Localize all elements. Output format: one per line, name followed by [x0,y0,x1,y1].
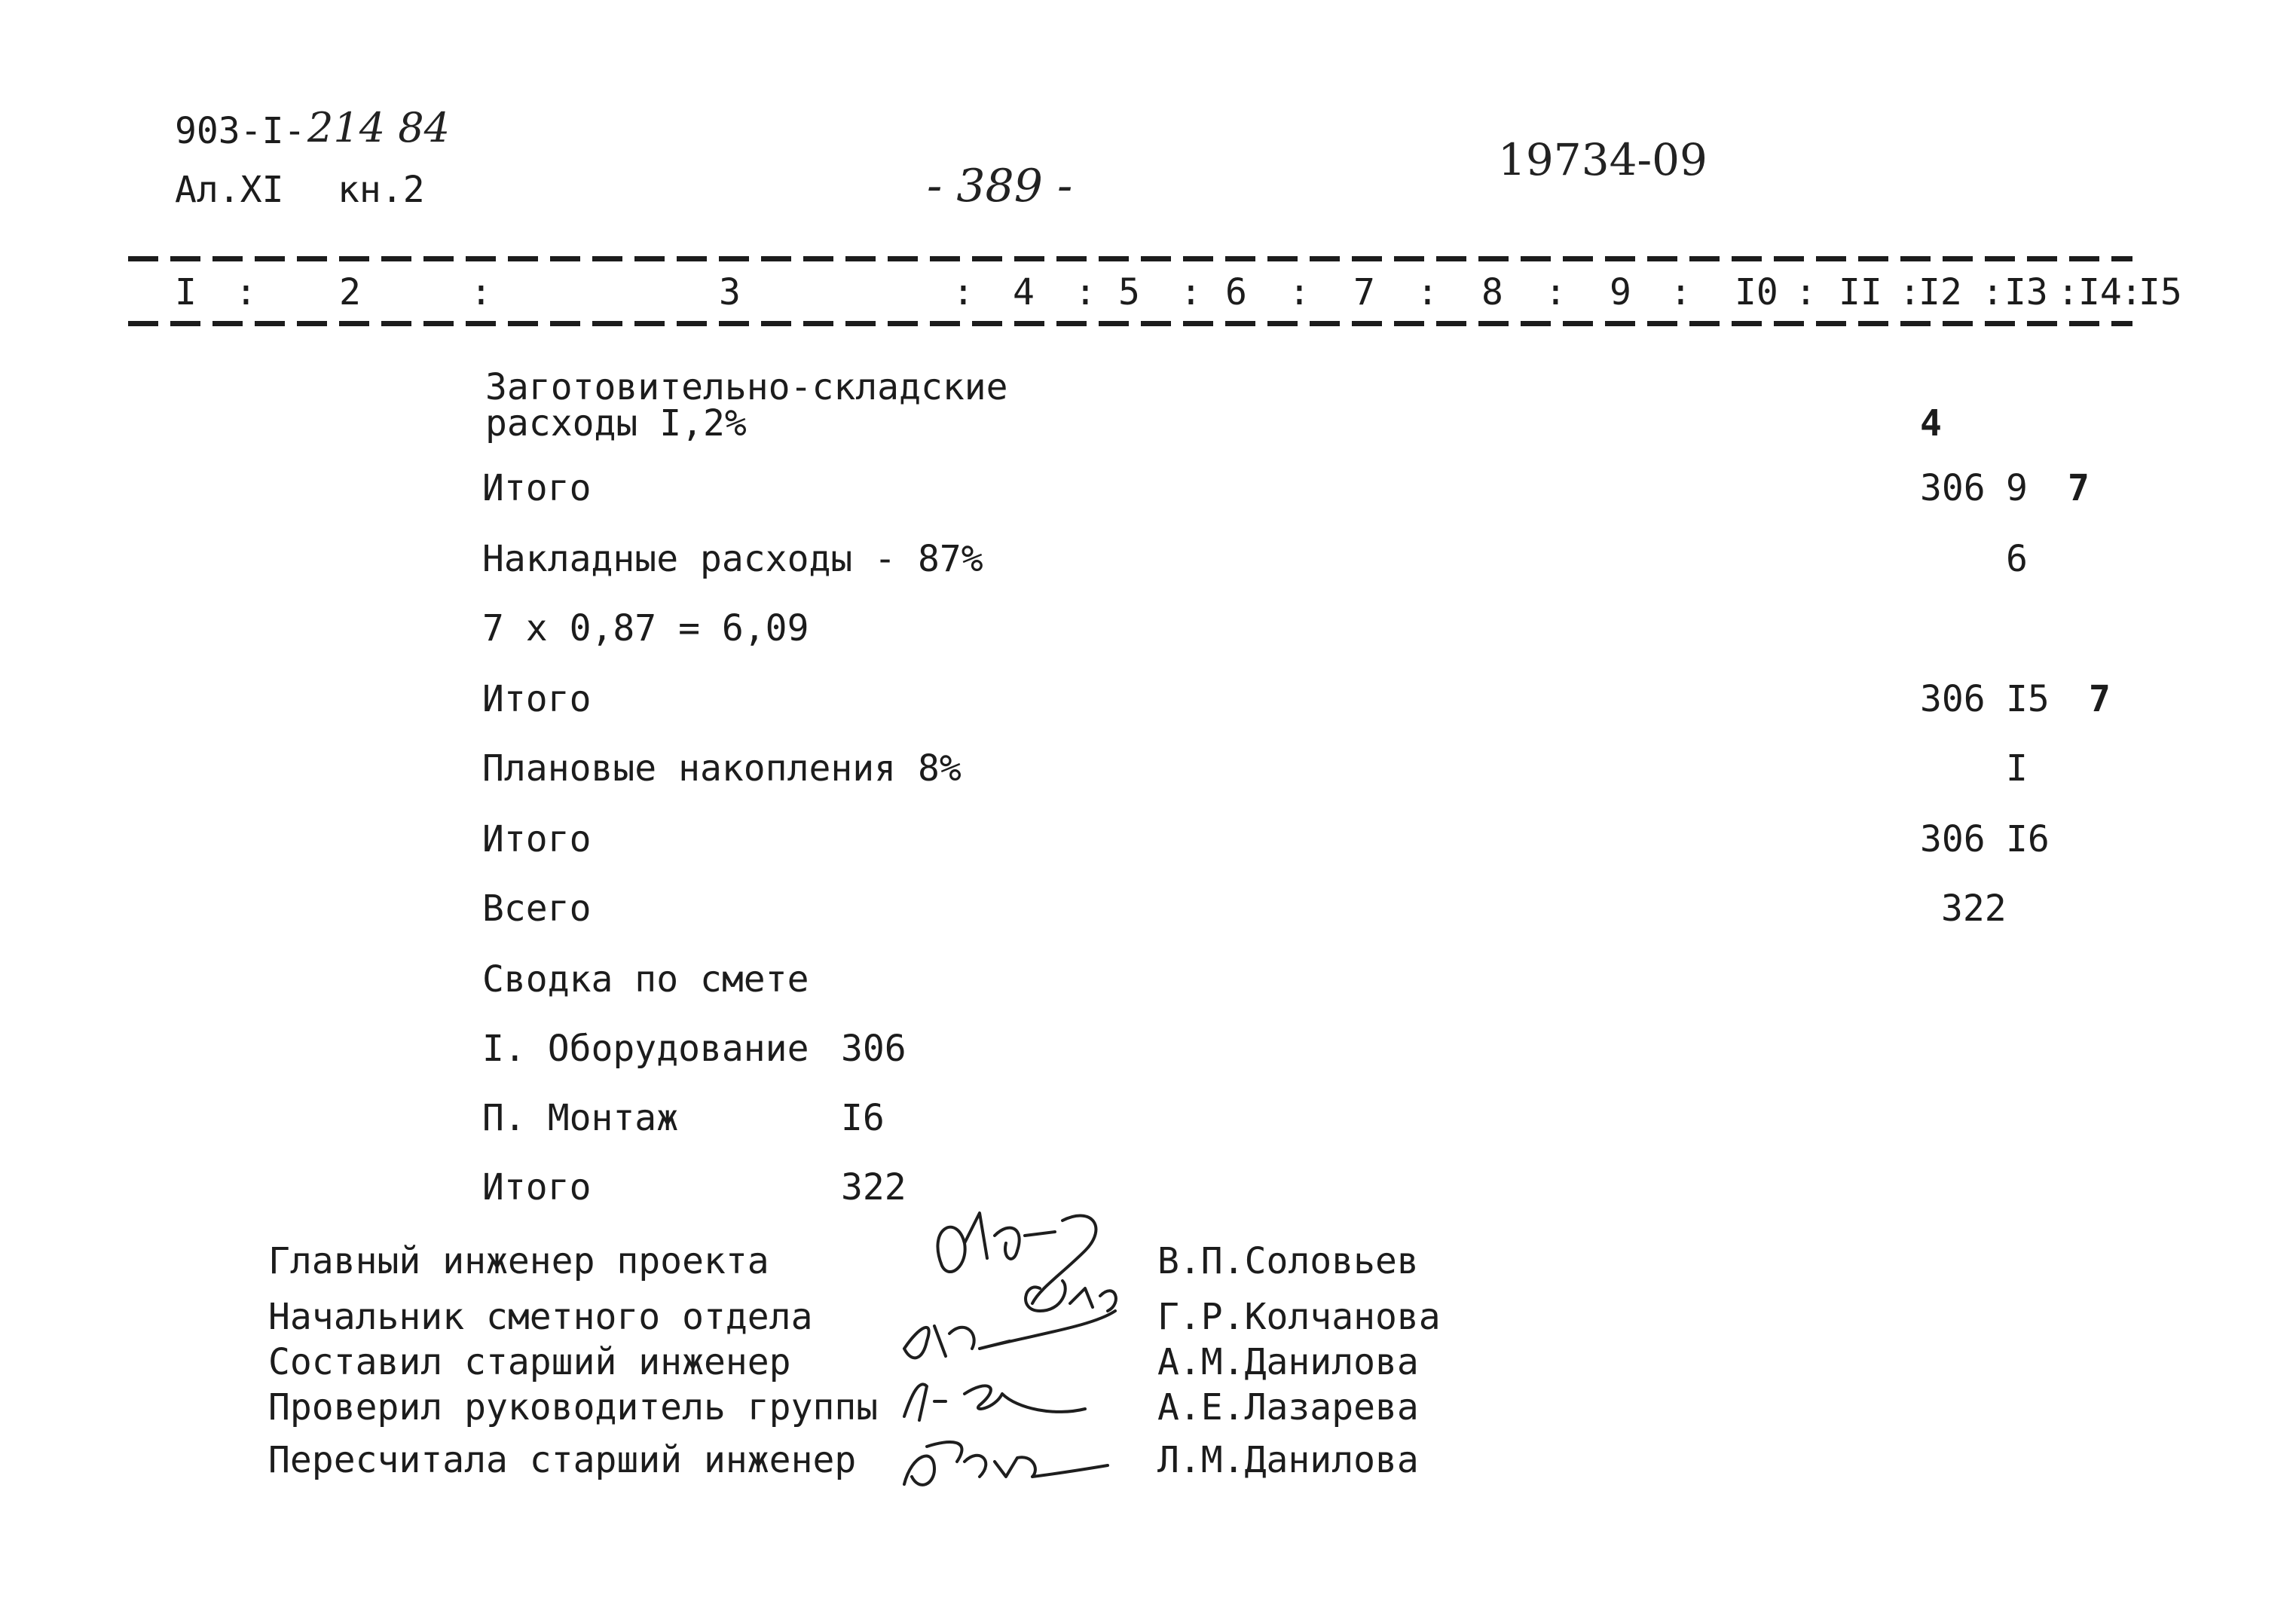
row-value-b: I5 [2006,678,2050,720]
column-number: I5 [2139,271,2182,313]
doc-code-handwritten: 214 84 [307,104,450,151]
album-label: Ал.XI [175,169,284,211]
column-separator: : [952,271,974,313]
summary-title: Сводка по смете [482,958,809,1001]
row-label: Всего [482,888,592,930]
column-number: I0 [1735,271,1778,313]
column-number: 7 [1353,271,1375,313]
column-number: I4 [2078,271,2122,313]
column-number: 8 [1481,271,1503,313]
column-number: 5 [1118,271,1140,313]
row-value-a: 306 [1920,467,1986,509]
column-header-top-line [128,256,2132,261]
row-value-c: 7 [2089,678,2111,720]
signature-name: Л.М.Данилова [1157,1439,1419,1481]
column-number: 9 [1610,271,1631,313]
summary-item-label: Итого [482,1166,592,1208]
row-label: Итого [482,818,592,860]
summary-item-value: I6 [841,1097,885,1139]
row-value-c: 7 [2068,467,2090,509]
row-label-line1: Заготовительно-складские [485,366,1008,408]
row-value-a: 4 [1920,402,1942,445]
column-separator: : [1899,271,1921,313]
row-value-a: 306 [1920,678,1986,720]
book-label: кн.2 [338,169,425,211]
doc-code-prefix: 903-I- [175,110,306,152]
column-number: 3 [719,271,741,313]
signature-position: Проверил руководитель группы [268,1386,879,1428]
row-value-b: I6 [2006,818,2050,860]
inventory-number: 19734-09 [1498,134,1707,185]
column-separator: : [1545,271,1567,313]
column-separator: : [1982,271,2004,313]
column-separator: : [235,271,257,313]
signature-name: Г.Р.Колчанова [1157,1296,1441,1338]
signature-scribble-recounter [889,1424,1115,1499]
column-separator: : [1417,271,1438,313]
column-header-bottom-line [128,321,2132,326]
column-separator: : [1180,271,1202,313]
summary-item-value: 306 [841,1028,906,1070]
column-number: I3 [2004,271,2048,313]
signature-name: А.М.Данилова [1157,1341,1419,1383]
column-separator: : [470,271,492,313]
row-label: Плановые накопления 8% [482,747,962,790]
summary-item-label: П. Монтаж [482,1097,679,1139]
column-number: 4 [1013,271,1035,313]
row-label: Итого [482,678,592,720]
column-number: 2 [339,271,361,313]
signature-position: Пересчитала старший инженер [268,1439,857,1481]
signature-position: Составил старший инженер [268,1341,791,1383]
column-number: II [1839,271,1882,313]
signature-position: Начальник сметного отдела [268,1296,813,1338]
summary-item-value: 322 [841,1166,906,1208]
signature-position: Главный инженер проекта [268,1240,769,1282]
column-separator: : [2120,271,2142,313]
column-separator: : [2057,271,2079,313]
row-label: Итого [482,467,592,509]
column-separator: : [1670,271,1692,313]
row-label: Накладные расходы - 87% [482,538,983,580]
row-label: 7 x 0,87 = 6,09 [482,607,809,649]
column-separator: : [1795,271,1817,313]
row-value-a: 322 [1941,888,2007,930]
row-value-a: 306 [1920,818,1986,860]
row-value-b: 6 [2006,538,2028,580]
column-separator: : [1289,271,1310,313]
column-number: I [175,271,197,313]
signature-scribble-checker [889,1364,1115,1431]
summary-item-label: I. Оборудование [482,1028,809,1070]
page-number: - 389 - [927,160,1073,212]
column-number: 6 [1225,271,1247,313]
row-value-b: I [2006,747,2028,790]
signature-name: А.Е.Лазарева [1157,1386,1419,1428]
row-value-b: 9 [2006,467,2028,509]
row-label-line2: расходы I,2% [485,402,747,445]
signature-name: В.П.Соловьев [1157,1240,1419,1282]
column-number: I2 [1918,271,1962,313]
signature-scribble-estimate-head [889,1266,1145,1371]
column-separator: : [1075,271,1096,313]
